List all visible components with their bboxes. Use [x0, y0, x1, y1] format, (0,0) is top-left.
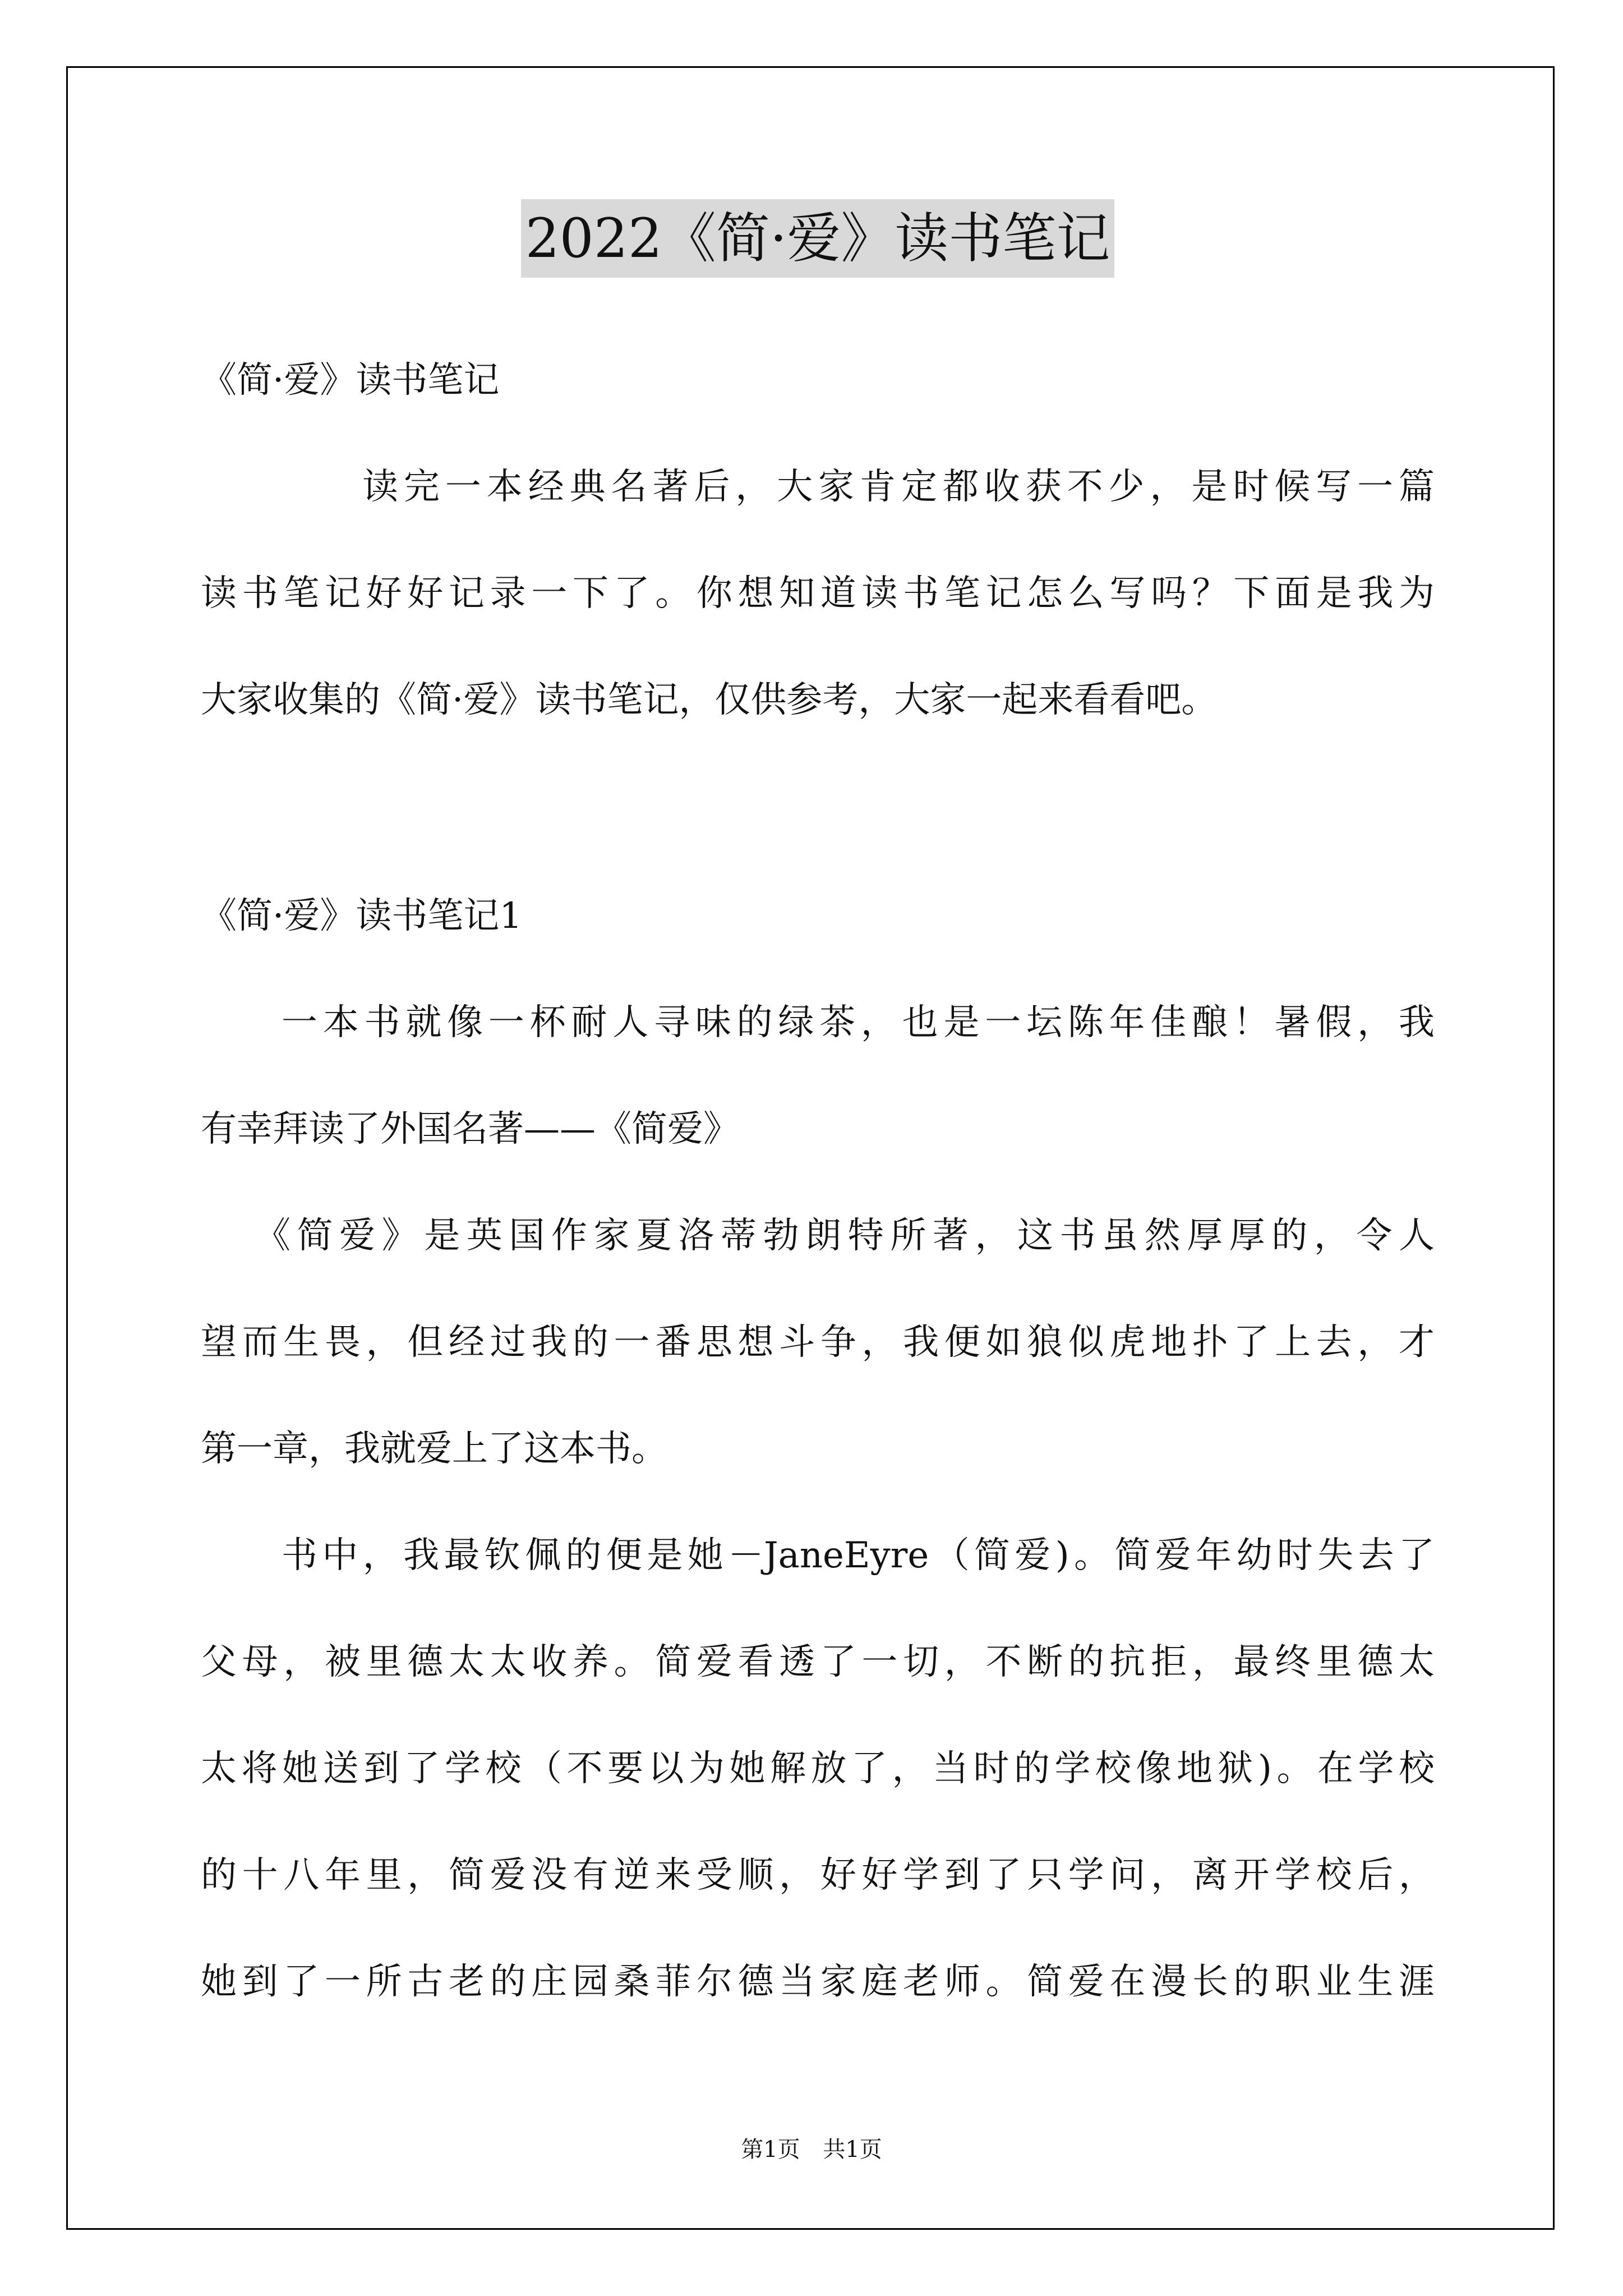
- page-total: 共1页: [823, 2137, 882, 2162]
- p3-line-3: 太将她送到了学校（不要以为她解放了，当时的学校像地狱)。在学校: [201, 1748, 1435, 1789]
- page-number: 第1页: [741, 2137, 800, 2162]
- p2-line-2: 望而生畏，但经过我的一番思想斗争，我便如狼似虎地扑了上去，才: [201, 1322, 1435, 1363]
- p3-line-5: 她到了一所古老的庄园桑菲尔德当家庭老师。简爱在漫长的职业生涯: [201, 1961, 1435, 2003]
- p3-line-1: 书中，我最钦佩的便是她－JaneEyre（简爱)。简爱年幼时失去了: [282, 1535, 1435, 1576]
- p1-line-1: 一本书就像一杯耐人寻味的绿茶，也是一坛陈年佳酿！暑假，我: [282, 1002, 1435, 1043]
- intro-line-1: 读完一本经典名著后，大家肯定都收获不少，是时候写一篇: [362, 466, 1435, 508]
- intro-line-2: 读书笔记好好记录一下了。你想知道读书笔记怎么写吗？下面是我为: [201, 573, 1435, 614]
- p3-line-4: 的十八年里，简爱没有逆来受顺，好好学到了只学问，离开学校后，: [201, 1855, 1435, 1896]
- page-footer: [0, 2132, 1623, 2164]
- document-title: 2022《简·爱》读书笔记: [521, 199, 1115, 278]
- p3-line-2: 父母，被里德太太收养。简爱看透了一切，不断的抗拒，最终里德太: [201, 1641, 1435, 1683]
- subtitle: 《简·爱》读书笔记: [201, 360, 500, 401]
- intro-line-3: 大家收集的《简·爱》读书笔记，仅供参考，大家一起来看看吧。: [201, 679, 1218, 721]
- p1-line-2: 有幸拜读了外国名著——《简爱》: [201, 1108, 739, 1150]
- p2-line-1: 《简爱》是英国作家夏洛蒂勃朗特所著，这书虽然厚厚的，令人: [255, 1215, 1435, 1257]
- p2-line-3: 第一章，我就爱上了这本书。: [201, 1428, 667, 1470]
- section-heading: 《简·爱》读书笔记1: [201, 895, 523, 937]
